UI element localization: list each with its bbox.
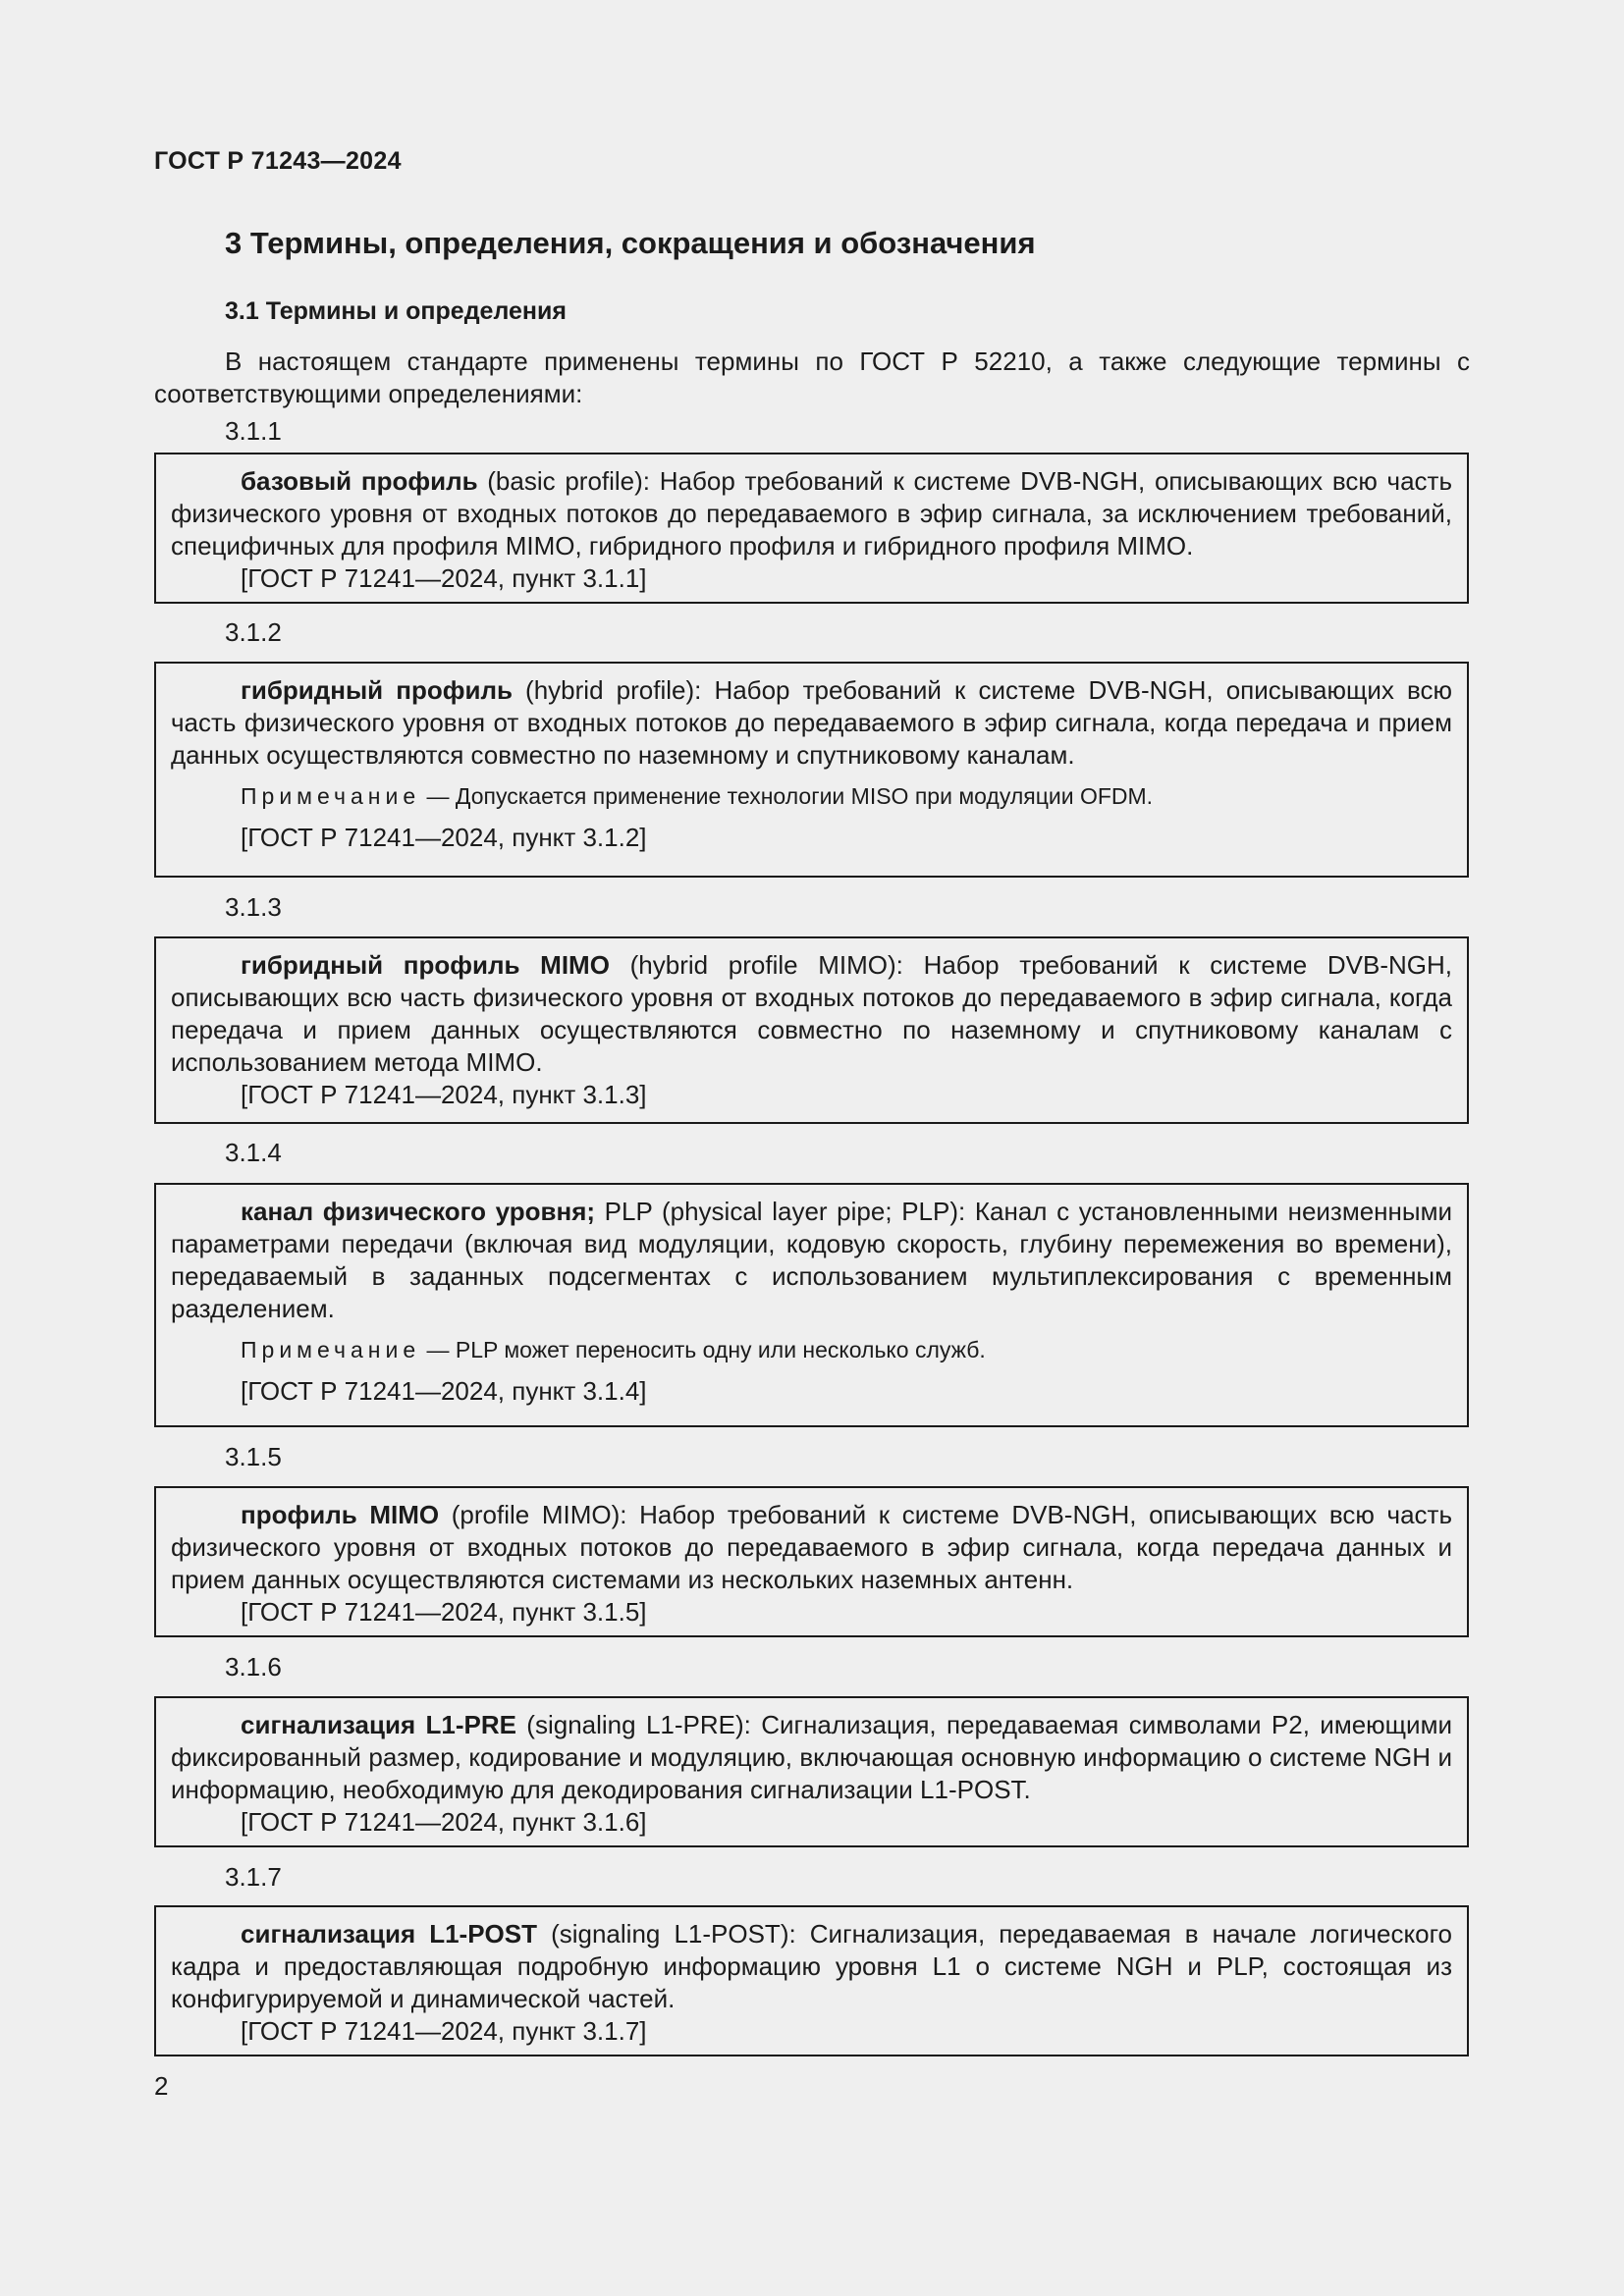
term-number: 3.1.5 [225,1442,282,1471]
term-name: базовый профиль [241,466,478,496]
subsection-title: 3.1 Термины и определения [225,297,567,325]
term-definition [171,1709,1452,1806]
term-box [154,1486,1469,1637]
term-number: 3.1.2 [225,617,282,647]
term-box [154,662,1469,878]
term-definition [171,674,1452,772]
document-code: ГОСТ Р 71243—2024 [154,147,402,175]
term-name: сигнализация L1-POST [241,1919,537,1949]
term-source: [ГОСТ Р 71241—2024, пункт 3.1.6] [241,1807,647,1837]
term-definition [171,1499,1452,1596]
note-label: Примечание [241,783,421,809]
term-box [154,1183,1469,1427]
term-number: 3.1.7 [225,1862,282,1892]
term-note [171,1334,1452,1366]
term-name: канал физического уровня; [241,1197,596,1226]
term-source: [ГОСТ Р 71241—2024, пункт 3.1.4] [241,1376,647,1406]
term-box [154,1905,1469,2056]
term-box [154,1696,1469,1847]
term-source: [ГОСТ Р 71241—2024, пункт 3.1.2] [241,823,647,852]
term-box [154,936,1469,1124]
term-note [171,780,1452,813]
term-name: профиль MIMO [241,1500,440,1529]
term-text: PLP (physical layer pipe; PLP): Канал с установленными неизменными параметрами передачи (включая вид модуляции, кодовую скорость, глубину перемежения во времени), передаваемый в заданных подсегментах с использованием мультиплексирования с временным разделением. [171,1197,1452,1323]
term-definition [171,465,1452,562]
section-title: 3 Термины, определения, сокращения и обозначения [225,226,1036,260]
term-text: (basic profile): Набор требований к системе DVB-NGH, описывающих всю часть физического уровня от входных потоков до передаваемого в эфир сигнала, за исключением требований, специфичных для профиля MIMO, гибридного профиля и гибридного профиля MIMO. [171,466,1452,561]
intro-paragraph: В настоящем стандарте применены термины по ГОСТ Р 52210, а также следующие термины с соответствующими определениями: [154,347,1470,408]
term-box [154,453,1469,604]
term-text: (signaling L1-PRE): Сигнализация, передаваемая символами P2, имеющими фиксированный размер, кодирование и модуляцию, включающая основную информацию о системе NGH и информацию, необходимую для декодирования сигнализации L1-POST. [171,1710,1452,1804]
term-number: 3.1.6 [225,1652,282,1682]
note-text: — PLP может переносить одну или несколько служб. [420,1337,986,1362]
term-number: 3.1.3 [225,892,282,922]
term-source: [ГОСТ Р 71241—2024, пункт 3.1.5] [241,1597,647,1627]
note-label: Примечание [241,1337,421,1362]
term-text: (hybrid profile): Набор требований к системе DVB-NGH, описывающих всю часть физического уровня от входных потоков до передаваемого в эфир сигнала, когда передача и прием данных осуществляются совместно по наземному и спутниковому каналам. [171,675,1452,770]
term-definition [171,1918,1452,2015]
term-name: сигнализация L1-PRE [241,1710,516,1739]
term-text: (signaling L1-POST): Сигнализация, передаваемая в начале логического кадра и предоставляющая подробную информацию уровня L1 о системе NGH и PLP, состоящая из конфигурируемой и динамической частей. [171,1919,1453,2013]
term-name: гибридный профиль [241,675,513,705]
term-text: (hybrid profile MIMO): Набор требований к системе DVB-NGH, описывающих всю часть физического уровня от входных потоков до передаваемого в эфир сигнала, когда передача и прием данных осуществляются совместно по наземному и спутниковому каналам с использованием метода MIMO. [171,950,1452,1077]
term-source: [ГОСТ Р 71241—2024, пункт 3.1.3] [241,1080,647,1109]
note-text: — Допускается применение технологии MISO при модуляции OFDM. [420,783,1154,809]
term-number: 3.1.1 [225,416,282,446]
term-number: 3.1.4 [225,1138,282,1167]
term-text: (profile MIMO): Набор требований к системе DVB-NGH, описывающих всю часть физического уровня от входных потоков до передаваемого в эфир сигнала, когда передача данных и прием данных осуществляются системами из нескольких наземных антенн. [171,1500,1452,1594]
page-number: 2 [154,2071,169,2101]
term-name: гибридный профиль MIMO [241,950,610,980]
term-source: [ГОСТ Р 71241—2024, пункт 3.1.7] [241,2016,647,2046]
term-source: [ГОСТ Р 71241—2024, пункт 3.1.1] [241,563,647,593]
term-definition [171,1196,1452,1325]
term-definition [171,949,1452,1079]
